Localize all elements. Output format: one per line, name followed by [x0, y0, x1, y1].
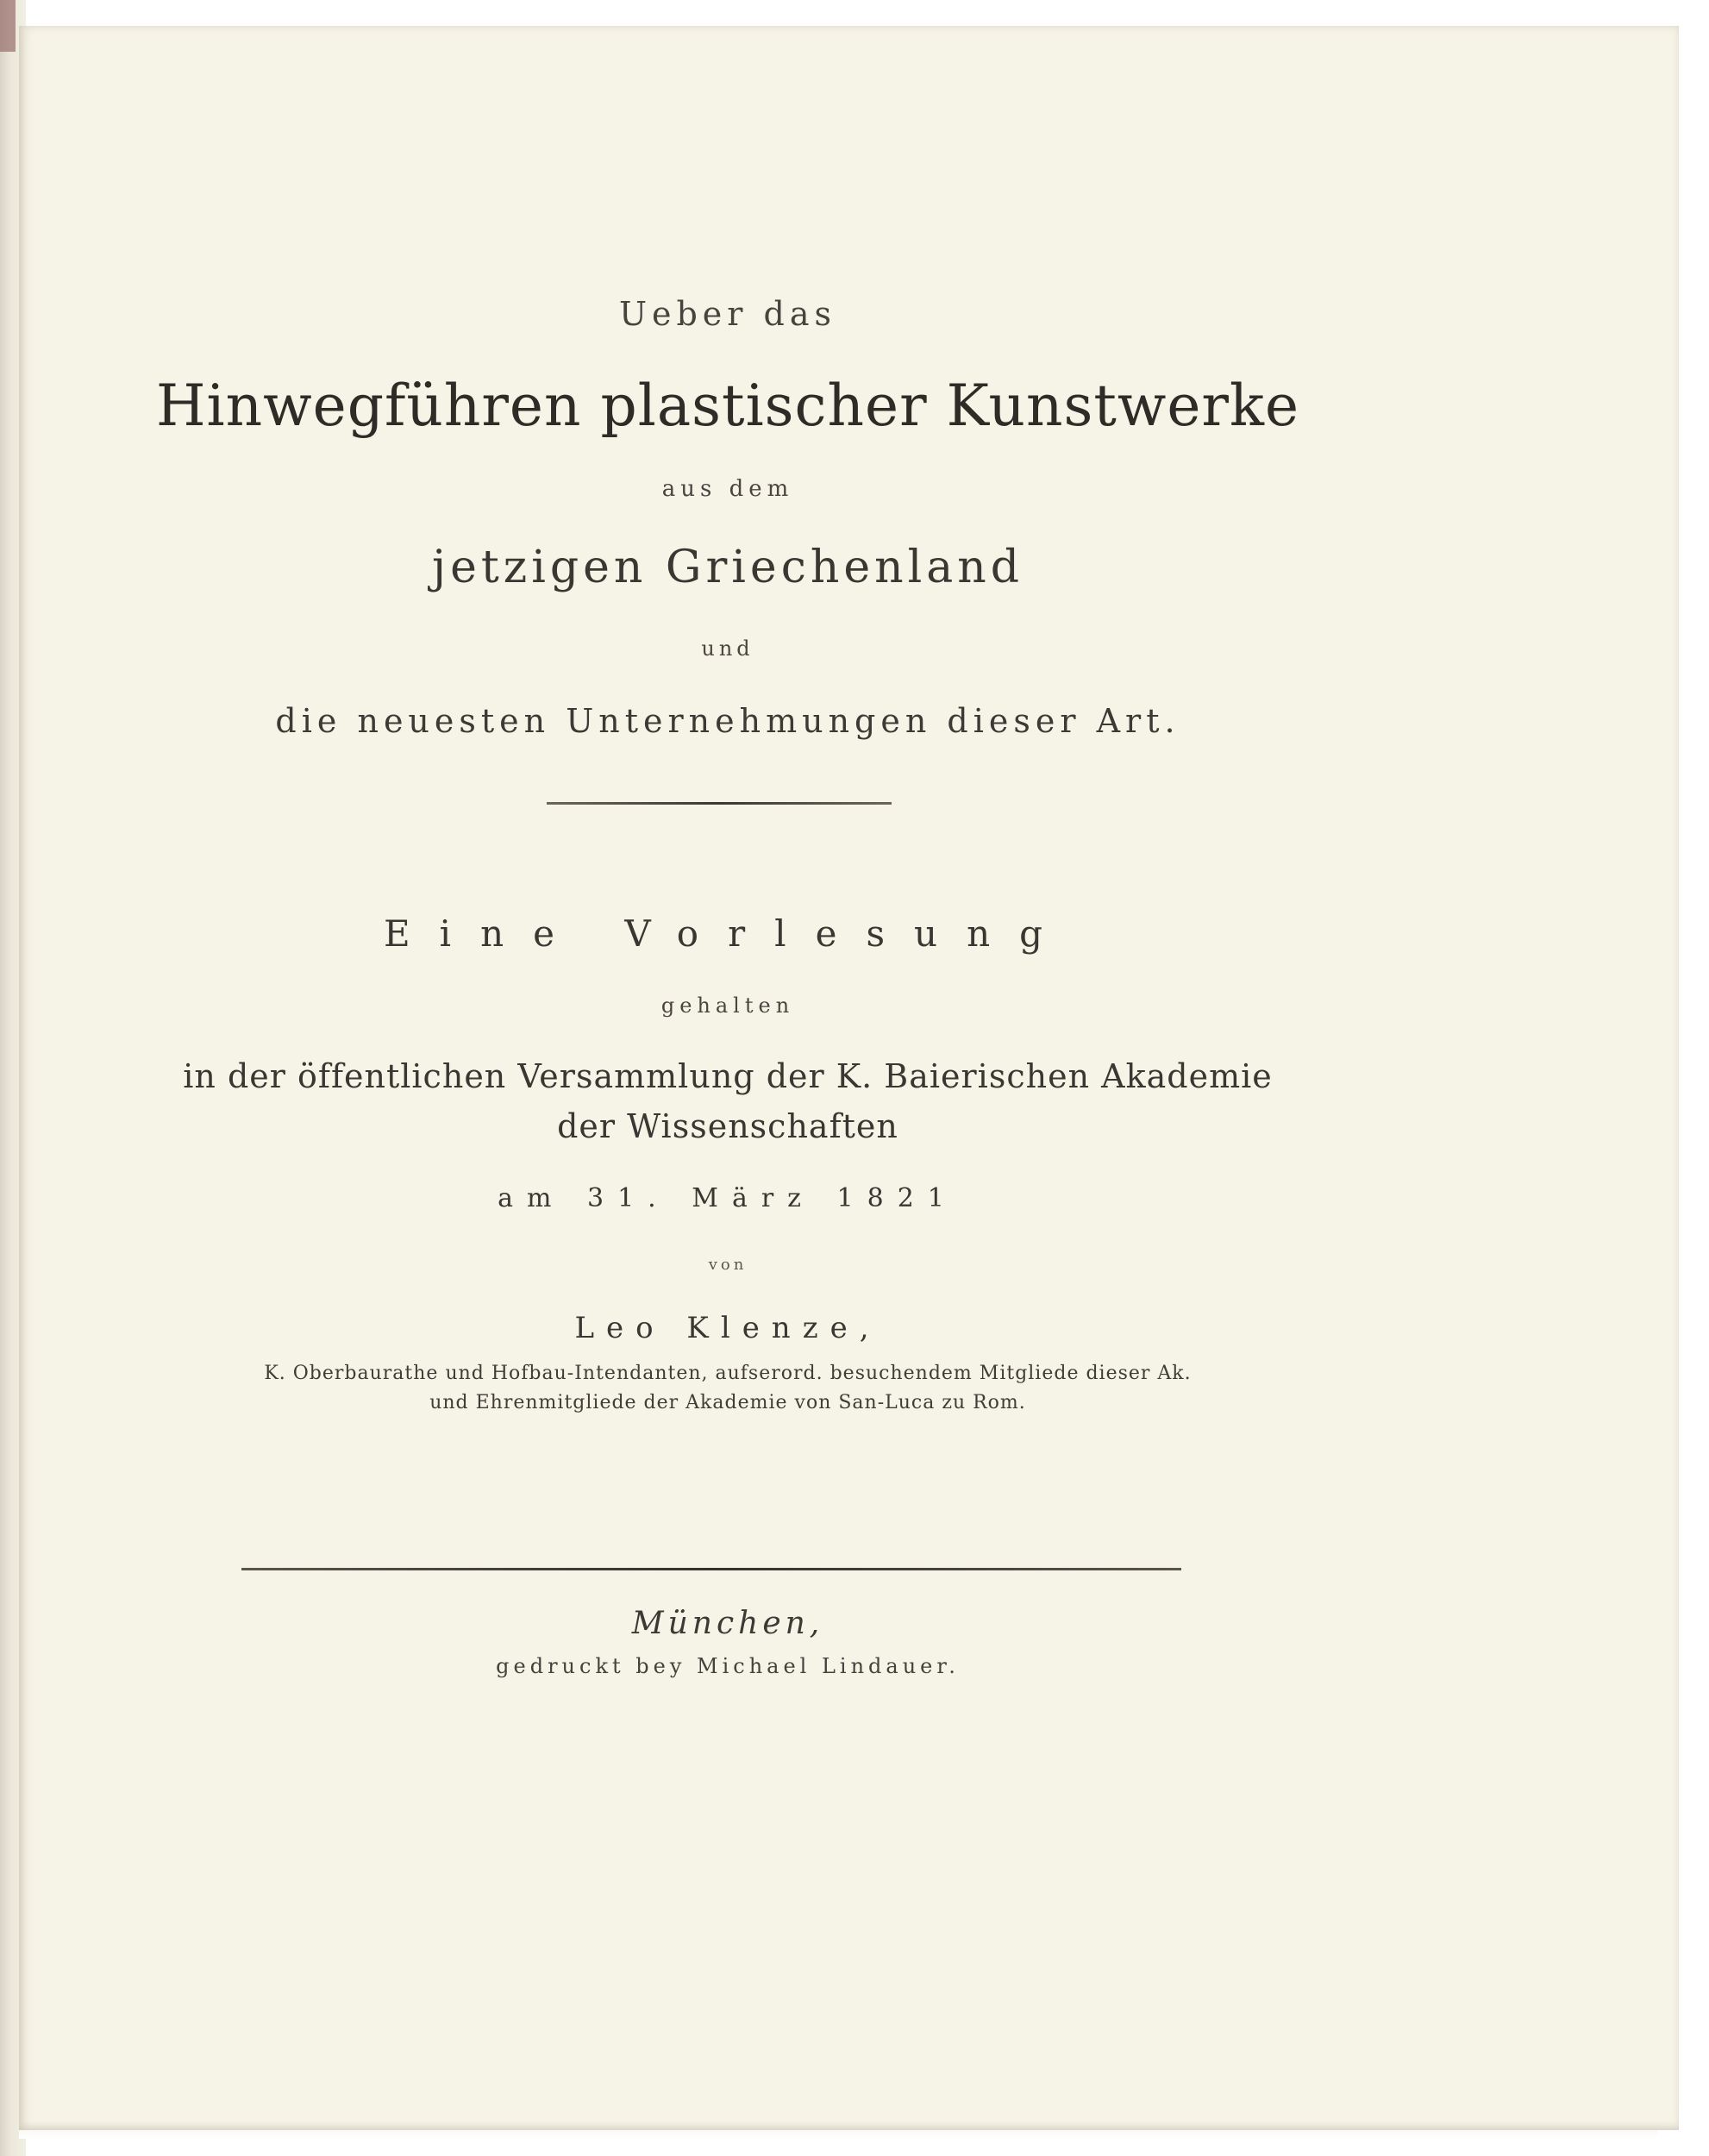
subtitle-vorlesung: Eine Vorlesung	[383, 912, 1072, 955]
author-connector-von: von	[708, 1256, 748, 1274]
author-titles-line-1: K. Oberbaurathe und Hofbau-Intendanten, aufserord. besuchendem Mitgliede dieser Ak.	[264, 1363, 1192, 1384]
subtitle-versammlung: in der öffentlichen Versammlung der K. Baierischen Akademie	[183, 1057, 1273, 1095]
main-title: Hinwegführen plastischer Kunstwerke	[155, 373, 1300, 439]
subtitle-gehalten: gehalten	[660, 993, 795, 1018]
title-unternehmungen: die neuesten Unternehmungen dieser Art.	[275, 702, 1180, 740]
title-intro-line: Ueber das	[618, 295, 837, 333]
author-name: Leo Klenze,	[574, 1311, 881, 1345]
title-griechenland: jetzigen Griechenland	[432, 542, 1024, 593]
imprint-place: München,	[631, 1606, 824, 1641]
ornamental-rule-top	[547, 802, 892, 805]
title-connector-und: und	[701, 636, 754, 661]
imprint-printer: gedruckt bey Michael Lindauer.	[496, 1654, 960, 1678]
ornamental-rule-bottom	[241, 1568, 1181, 1570]
book-cover-corner	[0, 0, 16, 52]
title-page	[19, 26, 1679, 2130]
lecture-date: am 31. März 1821	[498, 1183, 958, 1213]
title-connector-aus-dem: aus dem	[661, 476, 794, 502]
subtitle-wissenschaften: der Wissenschaften	[557, 1107, 898, 1145]
author-titles-line-2: und Ehrenmitgliede der Akademie von San-Luca zu Rom.	[429, 1392, 1026, 1413]
